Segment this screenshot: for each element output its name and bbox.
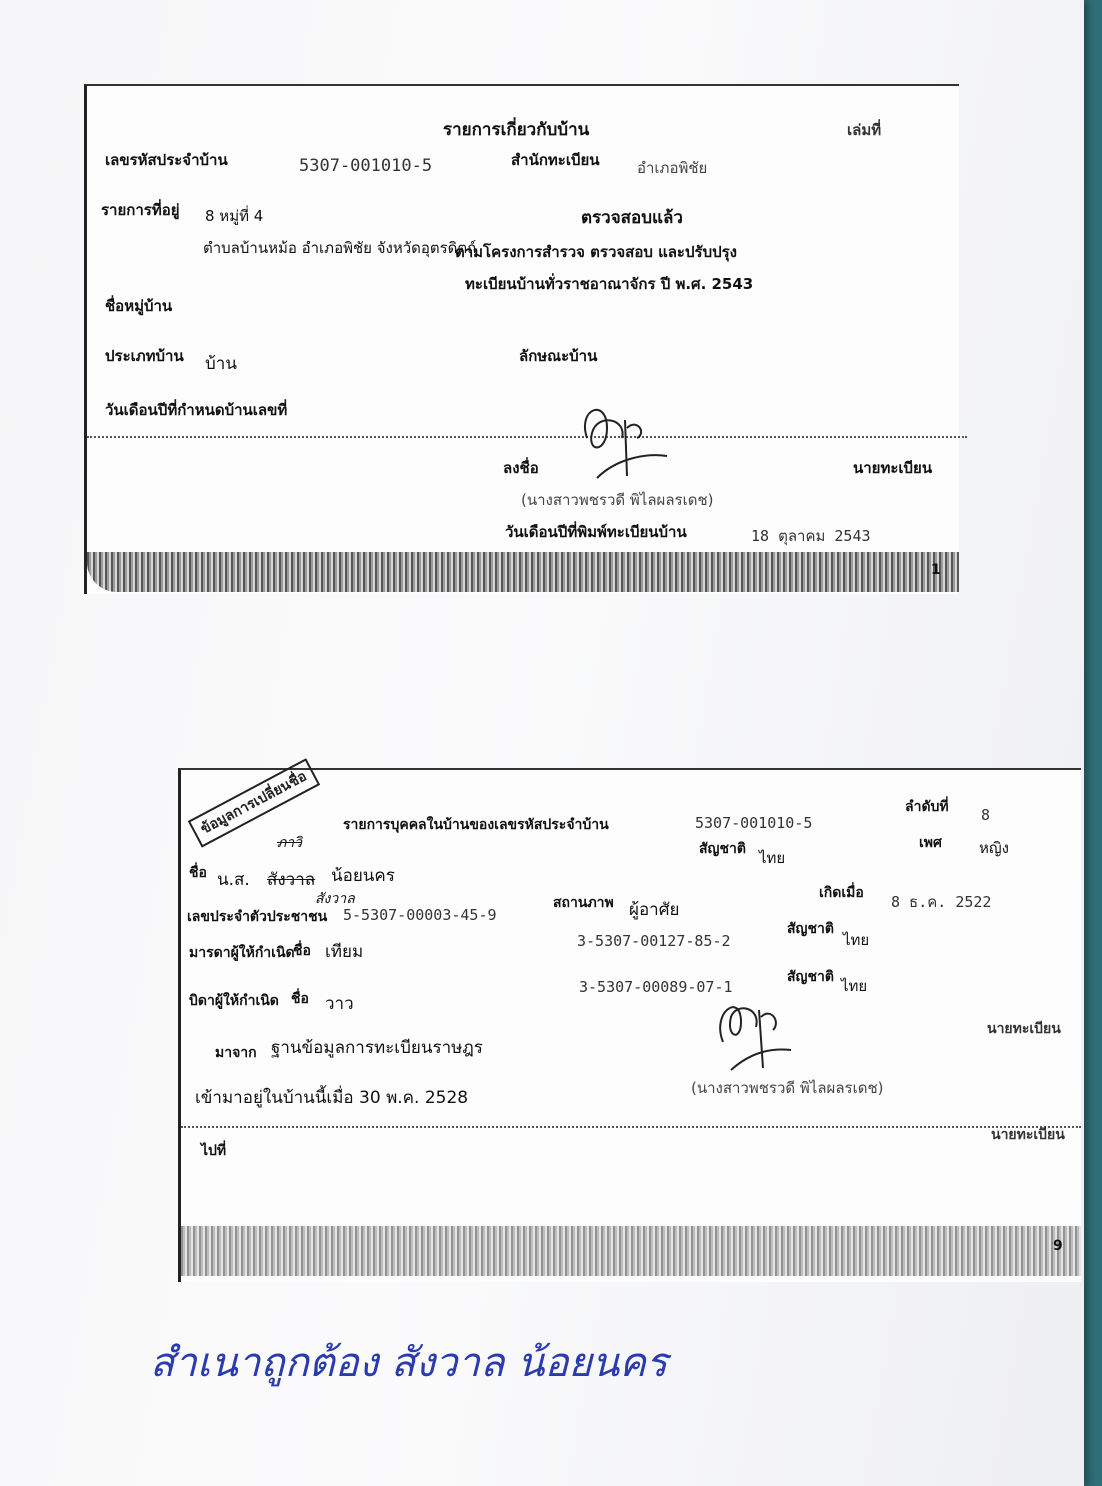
father-nat-label: สัญชาติ (787, 969, 834, 985)
print-date: 18 ตุลาคม 2543 (751, 527, 871, 545)
assign-date-label: วันเดือนปีที่กำหนดบ้านเลขที่ (105, 401, 288, 419)
house-type: บ้าน (205, 354, 237, 374)
name-new: สังวาล (315, 891, 355, 907)
bottom-shaded-band-2 (181, 1226, 1081, 1276)
person-registrar-name: (นางสาวพชรวดี พิไลผลรเดช) (691, 1079, 884, 1097)
order-label: ลำดับที่ (905, 799, 949, 815)
surname: น้อยนคร (331, 866, 395, 886)
house-code: 5307-001010-5 (299, 156, 433, 176)
name-label: ชื่อ (189, 865, 207, 881)
registrar-name: (นางสาวพชรวดี พิไลผลรเดช) (521, 491, 714, 509)
registrar-label: นายทะเบียน (853, 459, 933, 477)
mother-label: มารดาผู้ให้กำเนิด (189, 945, 295, 961)
registrar-signature-2 (711, 992, 811, 1072)
bottom-shaded-band (87, 552, 959, 592)
nationality: ไทย (759, 849, 786, 867)
from-value: ฐานข้อมูลการทะเบียนราษฎร (271, 1038, 483, 1058)
nationality-label: สัญชาติ (699, 841, 746, 857)
name-old: สังวาล (267, 870, 316, 890)
id-number: 5-5307-00003-45-9 (343, 906, 497, 924)
id-label: เลขประจำตัวประชาชน (187, 909, 328, 925)
address-label: รายการที่อยู่ (101, 201, 180, 219)
sex: หญิง (979, 839, 1009, 857)
dotted-divider (87, 436, 967, 438)
status: ผู้อาศัย (629, 900, 680, 920)
mother-id: 3-5307-00127-85-2 (577, 932, 731, 950)
born-label: เกิดเมื่อ (819, 885, 864, 901)
father-nat: ไทย (841, 977, 868, 995)
from-label: มาจาก (215, 1045, 257, 1061)
mother-name: เทียม (325, 942, 364, 962)
mother-name-label: ชื่อ (293, 943, 311, 959)
mother-nat: ไทย (843, 931, 870, 949)
house-type-label: ประเภทบ้าน (105, 347, 184, 365)
house-record-card (84, 84, 959, 594)
address-line-2: ตำบลบ้านหม้อ อำเภอพิชัย จังหวัดอุตรดิตถ์ (203, 239, 477, 257)
verified-stamp-line-1: ตรวจสอบแล้ว (581, 208, 683, 228)
address-line-1: 8 หมู่ที่ 4 (205, 207, 264, 225)
print-date-label: วันเดือนปีที่พิมพ์ทะเบียนบ้าน (505, 523, 687, 541)
person-record-title: รายการบุคคลในบ้านของเลขรหัสประจำบ้าน (343, 817, 609, 833)
order-number: 8 (981, 806, 991, 824)
born-date: 8 ธ.ค. 2522 (891, 893, 992, 911)
handwritten-certification: สำเนาถูกต้อง สังวาล น้อยนคร (150, 1340, 668, 1386)
house-code-label: เลขรหัสประจำบ้าน (105, 151, 228, 169)
book-number-label: เล่มที่ (847, 121, 882, 139)
registrar-label-top: นายทะเบียน (987, 1021, 1061, 1037)
house-char-label: ลักษณะบ้าน (519, 347, 598, 365)
person-record-card (178, 768, 1081, 1282)
verified-stamp-line-3: ทะเบียนบ้านทั่วราชอาณาจักร ปี พ.ศ. 2543 (465, 275, 754, 293)
page-number: 1 (931, 562, 941, 578)
name-prefix: น.ส. (217, 870, 250, 890)
person-page-number: 9 (1053, 1238, 1063, 1254)
registrar-signature (567, 398, 687, 488)
house-record-title: รายการเกี่ยวกับบ้าน (443, 120, 590, 140)
name-change-stamp: ข้อมูลการเปลี่ยนชื่อ (188, 758, 320, 847)
village-label: ชื่อหมู่บ้าน (105, 297, 173, 315)
father-label: บิดาผู้ให้กำเนิด (189, 993, 279, 1009)
father-name: วาว (325, 994, 354, 1014)
person-house-code: 5307-001010-5 (695, 814, 813, 832)
father-id: 3-5307-00089-07-1 (579, 978, 733, 996)
name-handwritten-note: ภาวิ (277, 835, 302, 851)
dotted-divider-2 (181, 1126, 1081, 1128)
to-label: ไปที่ (201, 1143, 227, 1159)
verified-stamp-line-2: ตามโครงการสำรวจ ตรวจสอบ และปรับปรุง (455, 243, 737, 261)
sign-label: ลงชื่อ (503, 459, 539, 477)
sex-label: เพศ (919, 835, 942, 851)
status-label: สถานภาพ (553, 895, 614, 911)
father-name-label: ชื่อ (291, 991, 309, 1007)
moved-in-date: เข้ามาอยู่ในบ้านนี้เมื่อ 30 พ.ค. 2528 (195, 1088, 469, 1108)
registrar-label-bottom: นายทะเบียน (991, 1127, 1065, 1143)
registry-office-label: สำนักทะเบียน (511, 151, 600, 169)
registry-office: อำเภอพิชัย (637, 159, 708, 177)
mother-nat-label: สัญชาติ (787, 921, 834, 937)
